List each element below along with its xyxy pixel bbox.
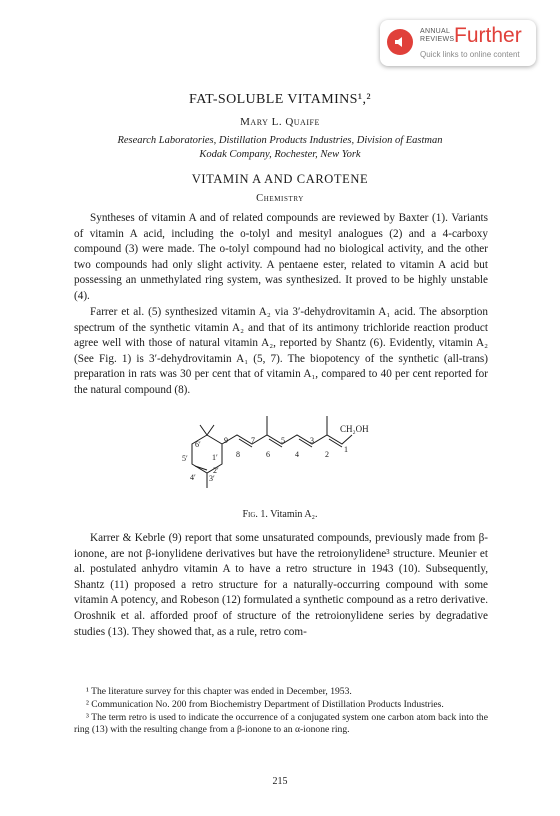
chain-label-2: 2 <box>325 450 329 459</box>
badge-further-label: Further <box>454 24 522 47</box>
ring-label-4p: 4′ <box>190 473 196 482</box>
badge-annual-reviews: ANNUAL REVIEWS <box>420 28 455 43</box>
chain-label-7: 7 <box>251 436 255 445</box>
footnotes <box>74 686 488 737</box>
figure-caption: Fig. 1. Vitamin A₂. <box>242 509 318 520</box>
paragraph-2: Farrer et al. (5) synthesized vitamin A₂ via 3′-dehydrovitamin A₁ acid. The absorption spectrum of the synthetic vitamin A₂ and that of its antimony trichloride reaction product agree well with those of natural vitamin A₂, reported by Shantz (6). Evidently, vitamin A₂ (See Fig. 1) is 3′-dehydrovitamin A₁ (5, 7). The biopotency of the synthetic (all-trans) preparation in rats was 30 per cent that of vitamin A₁, compared to 40 per cent reported for the natural compound (8). <box>74 306 488 396</box>
author-name: Mary L. Quaife <box>240 116 320 128</box>
chain-label-8: 8 <box>236 450 240 459</box>
chain-label-5: 5 <box>281 436 285 445</box>
ring-label-5p: 5′ <box>182 454 188 463</box>
chain-label-3: 3 <box>310 436 314 445</box>
badge-subtitle: Quick links to online content <box>420 50 520 59</box>
speaker-icon <box>387 29 413 55</box>
page-number: 215 <box>272 776 288 787</box>
further-badge[interactable] <box>380 20 536 66</box>
affiliation: Research Laboratories, Distillation Products Industries, Division of Eastman Kodak Company, Rochester, New York <box>117 135 443 160</box>
footnote-2: ² Communication No. 200 from Biochemistry Department of Distillation Products Industries. <box>86 698 444 710</box>
chain-label-6: 6 <box>266 450 270 459</box>
vitamin-a2-structure <box>180 410 380 502</box>
section-heading: VITAMIN A AND CAROTENE <box>191 172 369 186</box>
paragraph-3: Karrer & Kebrle (9) report that some unsaturated compounds, previously made from β-ionone, are not β-ionylidene derivatives but have the retroionylidene³ structure. Meunier et al. postulated anhydro vitamin A to have a retro structure in 1943 (10). Subsequently, Shantz (11) proposed a retro structure for a naturally-occurring compound with some vitamin A potency, and Robeson (12) formulated a synthetic compound as a retro derivative. Oroshnik et al. afforded proof of structure of the retroionylidene series by degradative studies (13). They showed that, as a rule, retro com- <box>74 532 488 638</box>
ring-label-1p: 1′ <box>212 453 218 462</box>
paragraph-1: Syntheses of vitamin A and of related compounds are reviewed by Baxter (1). Variants of vitamin A acid, including the o-tolyl and mesityl analogues (2) and a 4-carboxy compound (3) were made. The o-tolyl compound had no biological activity, and the other two compounds had only slight activity. A pentaene ester, related to vitamin A acid but possessing an unmethylated ring system, was synthesized. It proved to be highly unstable (4). <box>74 212 488 302</box>
ring-label-2p: 2′ <box>213 466 219 475</box>
subsection-heading: Chemistry <box>256 193 304 204</box>
ch2oh-label: CH₂OH <box>340 424 369 434</box>
article-title: FAT-SOLUBLE VITAMINS¹,² <box>189 92 371 107</box>
chain-label-9: 9 <box>224 436 228 445</box>
chain-label-1: 1 <box>344 445 348 454</box>
chain-label-4: 4 <box>295 450 299 459</box>
footnote-3: ³ The term retro is used to indicate the occurrence of a conjugated system one carbon atom back into the ring (13) with the resulting change from a β-ionone to an α-ionone ring. <box>74 711 488 736</box>
ring-label-3p: 3′ <box>209 474 215 483</box>
footnote-1: ¹ The literature survey for this chapter was ended in December, 1953. <box>86 686 352 697</box>
ring-label-6p: 6′ <box>195 440 201 449</box>
